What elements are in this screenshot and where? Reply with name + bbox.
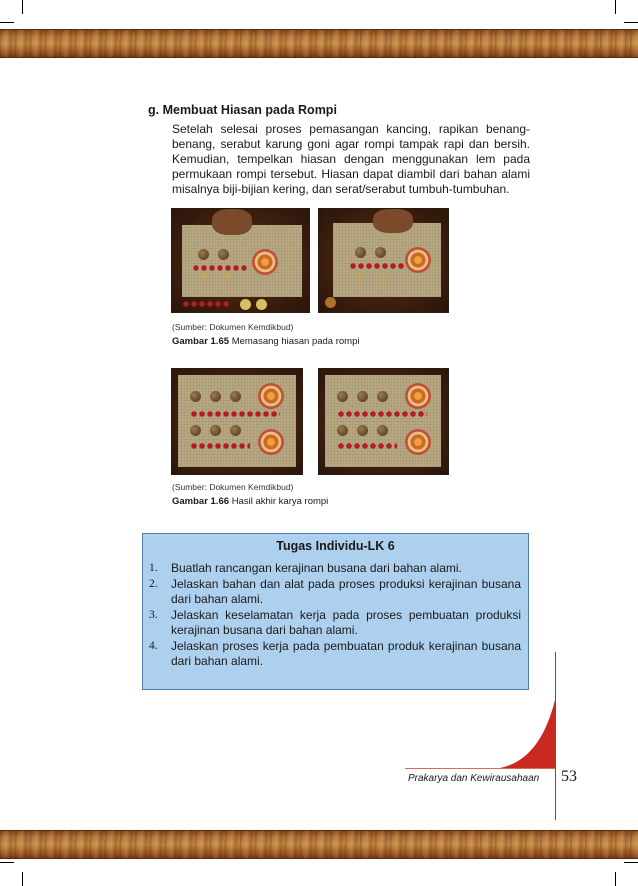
task-item-text: Jelaskan keselamatan kerja pada proses pembuatan produksi kerajinan busana dari bahan alami. xyxy=(171,607,521,637)
crop-mark xyxy=(624,862,638,863)
task-list xyxy=(149,561,521,670)
task-item-number: 4. xyxy=(149,639,158,652)
section-paragraph: Setelah selesai proses pemasangan kancing, rapikan benang-benang, serabut karung goni agar rompi tampak rapi dan bersih. Kemudian, tempelkan hiasan dengan menggunakan lem pada permukaan rompi tersebut. Hiasan dapat diambil dari bahan alami misalnya biji-bijian kering, dan serat/serabut tumbuh-tumbuhan. xyxy=(172,122,530,196)
crop-mark xyxy=(0,22,14,23)
task-item-number: 2. xyxy=(149,577,158,590)
task-box xyxy=(142,533,529,690)
figure-caption xyxy=(172,336,359,347)
task-item xyxy=(149,639,521,670)
crop-mark xyxy=(22,872,23,886)
photo-attaching-decoration-1: ✦ ✦ xyxy=(171,208,310,313)
crop-mark xyxy=(615,0,616,14)
book-title: Prakarya dan Kewirausahaan xyxy=(408,773,540,784)
crop-mark xyxy=(22,0,23,14)
crop-mark xyxy=(624,22,638,23)
task-item-text: Jelaskan bahan dan alat pada proses produksi kerajinan busana dari bahan alami. xyxy=(171,576,521,606)
crop-mark xyxy=(615,872,616,886)
photo-attaching-decoration-2: ✦ ✦ xyxy=(318,208,449,313)
crop-mark xyxy=(0,862,14,863)
footer-rule xyxy=(405,768,555,769)
task-item-number: 3. xyxy=(149,608,158,621)
figure-label: Gambar 1.65 xyxy=(172,336,230,347)
figure-caption xyxy=(172,496,328,507)
task-item-text: Jelaskan proses kerja pada pembuatan produk kerajinan busana dari bahan alami. xyxy=(171,638,521,668)
task-item xyxy=(149,561,521,577)
task-item-text: Buatlah rancangan kerajinan busana dari bahan alami. xyxy=(171,561,462,575)
figure-source: (Sumber: Dokumen Kemdikbud) xyxy=(172,482,294,492)
figure-caption-text: Hasil akhir karya rompi xyxy=(231,496,329,507)
figure-caption-text: Memasang hiasan pada rompi xyxy=(231,336,360,347)
wood-footer-band xyxy=(0,830,638,859)
page-number: 53 xyxy=(561,768,577,785)
task-item-number: 1. xyxy=(149,562,158,574)
corner-curve-decoration xyxy=(500,700,560,770)
photo-finished-vest-2 xyxy=(318,368,449,475)
task-item xyxy=(149,608,521,639)
figure-source: (Sumber: Dokumen Kemdikbud) xyxy=(172,322,294,332)
vertical-rule xyxy=(555,652,556,820)
photo-finished-vest-1 xyxy=(171,368,303,475)
wood-header-band xyxy=(0,29,638,58)
task-item xyxy=(149,577,521,608)
task-title: Tugas Individu-LK 6 xyxy=(276,539,395,553)
section-heading: g. Membuat Hiasan pada Rompi xyxy=(148,103,337,117)
figure-label: Gambar 1.66 xyxy=(172,496,230,507)
